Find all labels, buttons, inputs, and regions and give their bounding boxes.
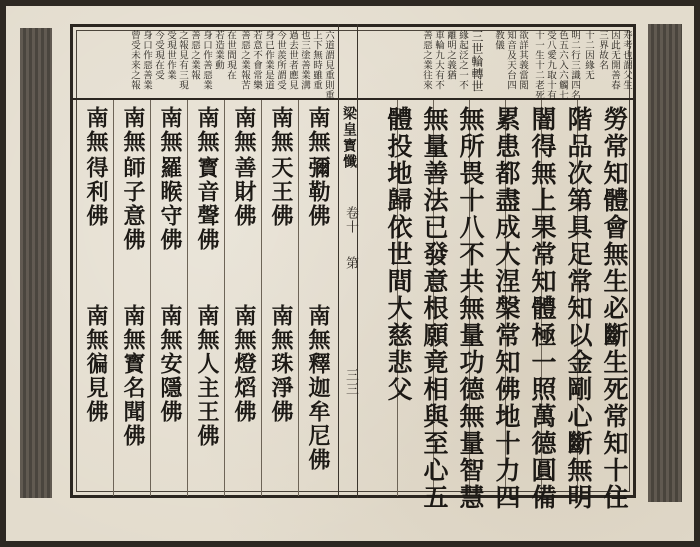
note-line: 明二行三識四名 xyxy=(569,30,580,100)
note-line: 因此无開善春 xyxy=(609,30,620,90)
note-line: 六道謂見重則重 xyxy=(323,30,334,100)
buddha-name-lower: 南無珠淨佛 xyxy=(268,304,294,424)
buddha-name-lower: 南無燈熖佛 xyxy=(231,304,257,424)
column-rule xyxy=(298,100,299,496)
column-rule xyxy=(261,100,262,496)
note-line: 三世輪轉世 xyxy=(470,30,484,93)
column-prefix: 南無 xyxy=(83,106,109,154)
note-line: 知音及天台四 xyxy=(505,30,516,90)
note-line: 若造業動 xyxy=(213,30,224,70)
text-column: 無所畏十八不共無量功德無量智慧 xyxy=(456,106,485,511)
buddha-name: 師子意佛 xyxy=(120,156,146,252)
left-page-edge xyxy=(20,28,52,498)
column-prefix: 南無 xyxy=(231,106,257,154)
note-line: 之報見有三現 xyxy=(177,30,188,90)
note-line: 三界故名 xyxy=(597,30,608,70)
note-line: 十二因緣无 xyxy=(583,30,594,80)
note-line: 今世羨所謂受 xyxy=(275,30,286,90)
buddha-name: 寳音聲佛 xyxy=(194,156,220,252)
buddha-name-lower: 南無安隱佛 xyxy=(157,304,183,424)
left-header-notes xyxy=(74,30,336,100)
centerfold-volume: 卷十 xyxy=(343,206,358,234)
buddha-name-lower: 南無寳名聞佛 xyxy=(120,304,146,448)
note-line: 離明之義猶 xyxy=(445,30,456,80)
buddha-name-lower: 南無釋迦牟尼佛 xyxy=(305,304,331,472)
buddha-name: 得利佛 xyxy=(83,156,109,228)
note-line: 善惡之業報 xyxy=(189,30,200,80)
right-header-notes xyxy=(362,30,634,100)
note-line: 在世間現在 xyxy=(225,30,236,80)
column-prefix: 南無 xyxy=(268,106,294,154)
text-column: 勞常知體會無生必斷生死常知十住 xyxy=(600,106,629,511)
text-column: 階品次第具足常知以金剛心斷無明 xyxy=(564,106,593,511)
column-prefix: 南無 xyxy=(120,106,146,154)
column-prefix: 南無 xyxy=(305,106,331,154)
note-line: 受現世作業 xyxy=(165,30,176,80)
note-line: 上下無時雖重 xyxy=(311,30,322,90)
text-column: 累患都盡成大涅槃常知佛地十力四 xyxy=(492,106,521,511)
buddha-name-lower: 南無徧見佛 xyxy=(83,304,109,424)
note-line: 車輪九大有不 xyxy=(433,30,444,90)
buddha-name: 彌勒佛 xyxy=(305,156,331,228)
note-line: 善惡之業報苦 xyxy=(239,30,250,90)
note-line: 今受現在受 xyxy=(153,30,164,80)
note-line: 曾受未来之報 xyxy=(129,30,140,90)
note-line: 十一生十二老死 xyxy=(533,30,544,100)
column-rule xyxy=(187,100,188,496)
note-line: 也三塗善業溝 xyxy=(299,30,310,90)
column-rule xyxy=(150,100,151,496)
column-rule xyxy=(224,100,225,496)
text-column: 無量善法已發意根願竟相與至心五 xyxy=(420,106,449,511)
buddha-name: 天王佛 xyxy=(268,156,294,228)
note-line: 身已作業是道 xyxy=(263,30,274,90)
column-prefix: 南無 xyxy=(194,106,220,154)
column-rule xyxy=(113,100,114,496)
right-page-edge xyxy=(648,24,682,502)
column-prefix: 南無 xyxy=(157,106,183,154)
note-line: 過去世者應見 xyxy=(287,30,298,90)
note-line: 身口作善惡業 xyxy=(201,30,212,90)
text-column: 闇得無上果常知體極一照萬德圓備 xyxy=(528,106,557,511)
centerfold-page-number: 三三 xyxy=(343,368,358,396)
text-column: 體投地歸依世間大慈悲父 xyxy=(384,106,413,403)
buddha-name: 善財佛 xyxy=(231,156,257,228)
note-line: 教儀 xyxy=(493,30,504,50)
note-line: 色五六入六觸七 xyxy=(557,30,568,100)
centerfold-title: 梁皇寳懺 xyxy=(341,106,357,170)
note-line: 身口作惡善業 xyxy=(141,30,152,90)
buddha-name-lower: 南無人主王佛 xyxy=(194,304,220,448)
note-line: 受八愛九取十有 xyxy=(545,30,556,100)
note-line: 緣起泛之一不 xyxy=(457,30,468,90)
note-line: 寿考也謂父生 xyxy=(621,30,632,90)
centerfold-folio-label: 第 xyxy=(343,256,358,270)
note-line: 若意不會常樂 xyxy=(251,30,262,90)
buddha-name: 羅睺守佛 xyxy=(157,156,183,252)
note-line: 欲詳其義當閲 xyxy=(517,30,528,90)
note-line: 善惡之業往來 xyxy=(421,30,432,90)
